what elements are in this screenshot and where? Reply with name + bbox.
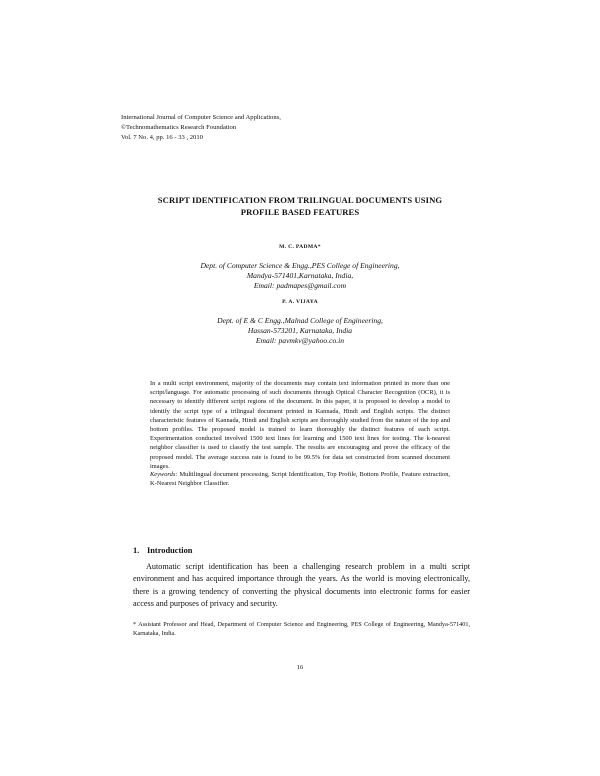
author-2-city: Hassan-573201, Karnataka, India <box>247 326 353 335</box>
paper-title-line-2: PROFILE BASED FEATURES <box>240 207 360 217</box>
keywords <box>150 470 450 488</box>
introduction-paragraph: Automatic script identification has been a challenging research problem in a multi script environment and has acquired importance through the years. As the world is moving electronically, there is a growing tendency of converting the physical documents into electronic forms for easier access and purposes of privacy and security. <box>133 562 470 609</box>
author-1-email: Email: padmapes@gmail.com <box>253 281 347 290</box>
author-1-city: Mandya-571401,Karnataka, India, <box>246 271 354 280</box>
author-affiliation-2 <box>140 316 460 346</box>
section-number: 1. <box>133 546 140 555</box>
author-1-department: Dept. of Computer Science & Engg.,PES College of Engineering, <box>200 261 400 270</box>
journal-volume: Vol. 7 No. 4, pp. 16 - 33 , 2010 <box>121 134 203 141</box>
author-footnote: * Assistant Professor and Head, Department of Computer Science and Engineering, PES College of Engineering, Mandya-571401, Karnataka, India. <box>133 621 470 637</box>
author-name-1: M. C. PADMA* <box>279 244 321 250</box>
section-title: Introduction <box>147 546 193 555</box>
keywords-label: Keywords: <box>150 471 178 478</box>
section-heading-introduction <box>133 546 192 555</box>
journal-name: International Journal of Computer Science and Applications, <box>121 114 281 121</box>
author-2-email: Email: pavmkv@yahoo.co.in <box>255 336 345 345</box>
paper-title <box>110 194 490 218</box>
abstract: In a multi script environment, majority of the documents may contain text information printed in more than one script/language. For automatic processing of such documents through Optical Character Recognition (OCR), it is necessary to identify different script regions of the document. In this paper, it is proposed to develop a model to identify the script type of a trilingual document printed in Kannada, Hindi and English scripts. The distinct characteristic features of Kannada, Hindi and English scripts are thoroughly studied from the nature of the top and bottom profiles. The proposed model is trained to learn thoroughly the distinct features of each script. Experimentation conducted involved 1500 text lines for learning and 1500 text lines for testing. The k-nearest neighbor classifier is used to classify the test sample. The results are encouraging and prove the efficacy of the proposed model. The average success rate is found to be 99.5% for data set constructed from scanned document images. <box>150 380 450 470</box>
author-2-department: Dept. of E & C Engg.,Malnad College of Engineering, <box>217 316 383 325</box>
journal-publisher: ©Technomathematics Research Foundation <box>121 124 237 131</box>
journal-header <box>121 113 421 143</box>
page-number: 16 <box>296 664 304 671</box>
author-affiliation-1 <box>140 261 460 291</box>
paper-title-line-1: SCRIPT IDENTIFICATION FROM TRILINGUAL DOCUMENTS USING <box>157 195 443 205</box>
author-name-2: P. A. VIJAYA <box>282 299 318 305</box>
keywords-text: Multilingual document processing, Script Identification, Top Profile, Bottom Profile, Feature extraction, K-Nearest Neighbor Classifier. <box>150 471 450 488</box>
